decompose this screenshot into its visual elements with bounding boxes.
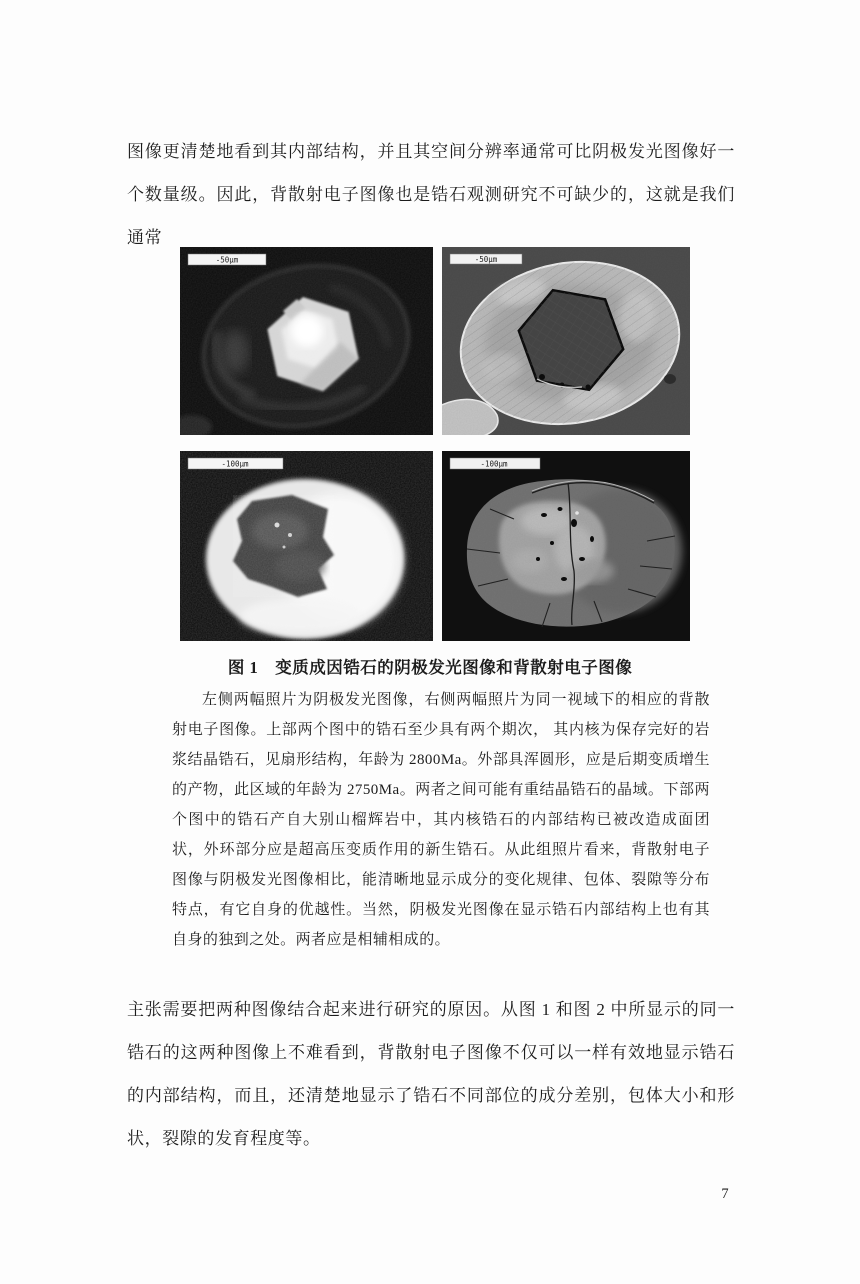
micrograph-cathodoluminescence-upper xyxy=(180,247,433,435)
scale-bar-label: -50μm xyxy=(474,255,498,264)
micrograph-backscattered-upper xyxy=(442,247,690,435)
paragraph-bottom: 主张需要把两种图像结合起来进行研究的原因。从图 1 和图 2 中所显示的同一锆石的这两种图像上不难看到，背散射电子图像不仅可以一样有效地显示锆石的内部结构，而且，还清楚地显示了锆石不同部位的成分差别，包体大小和形状，裂隙的发育程度等。 xyxy=(127,1000,735,1148)
scale-bar xyxy=(450,254,522,264)
scale-bar-label: -50μm xyxy=(215,255,239,265)
micrograph-backscattered-lower xyxy=(442,451,690,641)
micrograph-cathodoluminescence-lower xyxy=(180,451,433,641)
scale-bar-label: -100μm xyxy=(480,459,508,469)
scale-bar xyxy=(188,254,266,265)
scale-bar-label: -100μm xyxy=(221,459,249,469)
figure-description: 左侧两幅照片为阴极发光图像，右侧两幅照片为同一视域下的相应的背散射电子图像。上部两个图中的锆石至少具有两个期次， 其内核为保存完好的岩浆结晶锆石，见扇形结构，年龄为 2800Ma。外部具浑圆形，应是后期变质增生的产物，此区域的年龄为 2750Ma。两者之间可能有重结晶锆石的晶域。下部两个图中的锆石产自大别山榴辉岩中，其内核锆石的内部结构已被改造成面团状，外环部分应是超高压变质作用的新生锆石。从此组照片看来，背散射电子图像与阴极发光图像相比，能清晰地显示成分的变化规律、包体、裂隙等分布特点，有它自身的优越性。当然，阴极发光图像在显示锆石内部结构上也有其自身的独到之处。两者应是相辅相成的。 xyxy=(172,692,710,948)
page-number: 7 xyxy=(721,1186,729,1202)
figure-caption: 图 1 变质成因锆石的阴极发光图像和背散射电子图像 xyxy=(227,658,633,677)
scale-bar xyxy=(188,458,283,469)
scale-bar xyxy=(450,458,540,469)
paragraph-top: 图像更清楚地看到其内部结构，并且其空间分辨率通常可比阴极发光图像好一个数量级。因此，背散射电子图像也是锆石观测研究不可缺少的，这就是我们通常 xyxy=(127,142,735,247)
